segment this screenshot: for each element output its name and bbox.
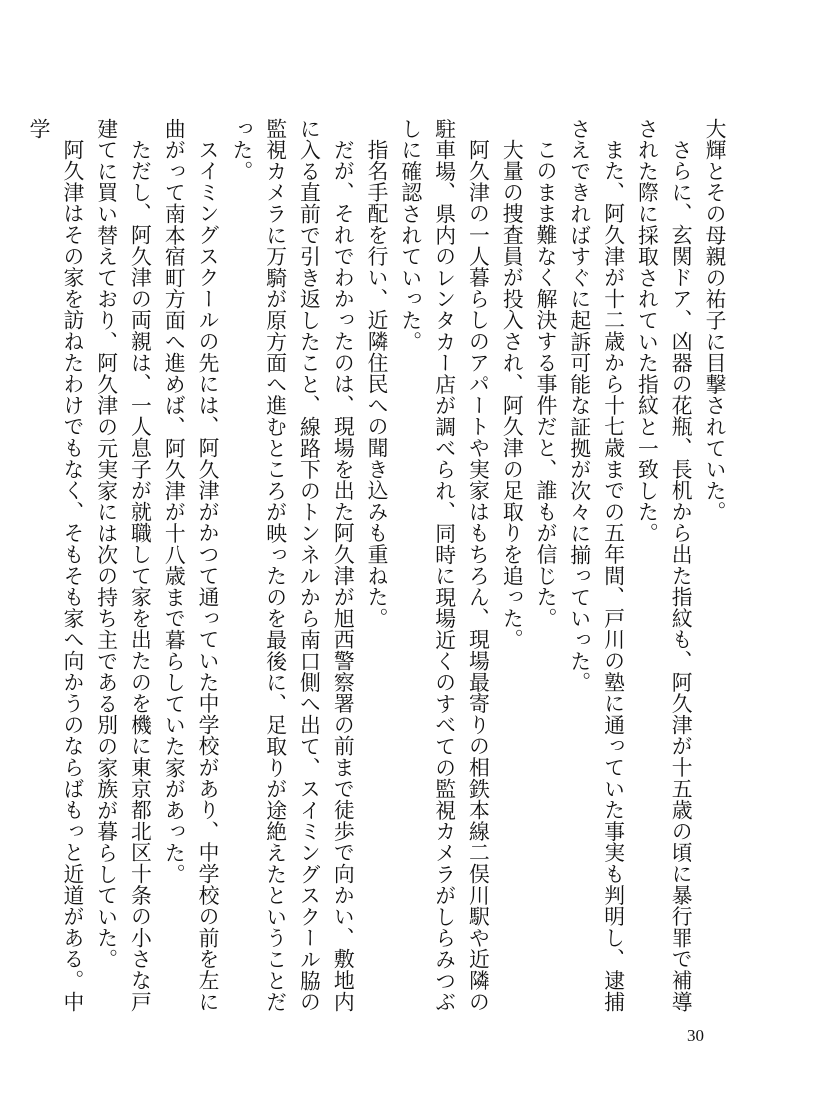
page-number: 30	[687, 1026, 704, 1045]
paragraph-10: ただし、阿久津の両親は、一人息子が就職して家を出たのを機に東京都北区十条の小さな戸建てに買い替えており、阿久津の元実家には次の持ち主である別の家族が暮らしていた。	[93, 118, 152, 1013]
paragraph-3: また、阿久津が十二歳から十七歳までの五年間、戸川の塾に通っていた事実も判明し、逮捕さえできればすぐに起訴可能な証拠が次々に揃っていった。	[566, 118, 625, 1013]
paragraph-7: 指名手配を行い、近隣住民への聞き込みも重ねた。	[364, 138, 389, 629]
paragraph-2: さらに、玄関ドア、凶器の花瓶、長机から出た指紋も、阿久津が十五歳の頃に暴行罪で補導された際に採取されていた指紋と一致した。	[634, 118, 693, 1013]
paragraph-11: 阿久津はその家を訪ねたわけでもなく、そもそも家へ向かうのならばもっと近道がある。中学	[26, 118, 84, 1013]
paragraph-8: だが、それでわかったのは、現場を出た阿久津が旭西警察署の前まで徒歩で向かい、敷地内に入る直前で引き返したこと、線路下のトンネルから南口側へ出て、スイミングスクール脇の監視カメラに万騎が原方面へ進むところが映ったのを最後に、足取りが途絶えたということだった。	[228, 118, 355, 1013]
paragraph-5: 大量の捜査員が投入され、阿久津の足取りを追った。	[499, 138, 524, 650]
paragraph-4: このまま難なく解決する事件だと、誰もが信じた。	[533, 138, 558, 629]
paragraph-9: スイミングスクールの先には、阿久津がかつて通っていた中学校があり、中学校の前を左に曲がって南本宿町方面へ進めば、阿久津が十八歳まで暮らしていた家があった。	[161, 118, 220, 1013]
vertical-text-body	[26, 118, 730, 1018]
paragraph-1: 大輝とその母親の祐子に目撃されていた。	[702, 118, 726, 523]
paragraph-6: 阿久津の一人暮らしのアパートや実家はもちろん、現場最寄りの相鉄本線二俣川駅や近隣の駐車場、県内のレンタカー店が調べられ、同時に現場近くのすべての監視カメラがしらみつぶしに確認されていった。	[397, 118, 490, 1013]
